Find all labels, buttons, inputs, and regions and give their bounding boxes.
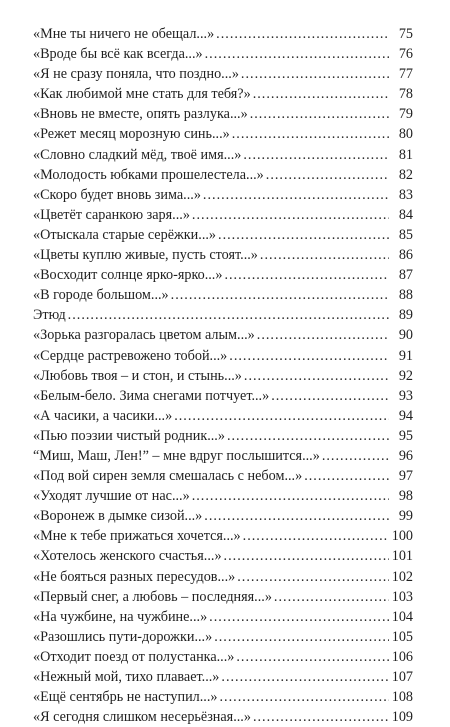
toc-entry-title: «Мне к тебе прижаться хочется...»	[33, 528, 241, 545]
toc-entry	[33, 426, 413, 446]
toc-entry-page-number: 85	[398, 226, 413, 243]
dot-leader	[243, 145, 389, 165]
toc-entry-page-number: 79	[398, 106, 413, 123]
toc-entry-page-number: 86	[398, 247, 413, 264]
toc-entry-title: «Я сегодня слишком несерьёзная...»	[33, 709, 251, 726]
toc-entry-page-number: 107	[391, 669, 413, 685]
toc-entry-page-number: 83	[398, 186, 413, 203]
toc-entry	[33, 386, 413, 406]
toc-entry-page-number: 75	[398, 26, 413, 42]
dot-leader	[220, 687, 390, 707]
toc-entry	[33, 546, 413, 566]
dot-leader	[227, 426, 389, 446]
toc-entry	[33, 486, 413, 506]
dot-leader	[243, 526, 389, 546]
dot-leader	[322, 446, 389, 466]
toc-entry-title: «Нежный мой, тихо плавает...»	[33, 669, 220, 685]
dot-leader	[250, 104, 389, 124]
dot-leader	[274, 587, 389, 607]
toc-entry	[33, 44, 413, 64]
dot-leader	[192, 486, 389, 506]
toc-entry-title: «Разошлись пути-дорожки...»	[33, 628, 213, 645]
toc-entry	[33, 366, 413, 386]
toc-entry-page-number: 90	[398, 327, 413, 344]
toc-entry-page-number: 106	[391, 648, 413, 665]
table-of-contents	[33, 24, 413, 727]
toc-entry-title: «Восходит солнце ярко-ярко...»	[33, 267, 223, 284]
toc-entry-title: «Цветёт саранкою заря...»	[33, 206, 190, 223]
toc-entry-title: «Цветы куплю живые, пусть стоят...»	[33, 247, 258, 264]
dot-leader	[241, 64, 389, 84]
dot-leader	[304, 466, 389, 486]
toc-entry-page-number: 103	[391, 588, 413, 605]
toc-entry-title: «Сердце растревожено тобой...»	[33, 347, 228, 364]
toc-entry	[33, 687, 413, 707]
toc-entry	[33, 607, 413, 627]
dot-leader	[171, 285, 389, 305]
dot-leader	[266, 165, 389, 185]
toc-entry	[33, 225, 413, 245]
dot-leader	[216, 24, 389, 44]
toc-entry	[33, 567, 413, 587]
toc-entry-title: «А часики, а часики...»	[33, 407, 173, 424]
dot-leader	[214, 627, 389, 647]
toc-entry-title: «Скоро будет вновь зима...»	[33, 186, 201, 203]
toc-entry-title: «Уходят лучшие от нас...»	[33, 488, 190, 505]
dot-leader	[204, 506, 389, 526]
dot-leader	[232, 124, 389, 144]
toc-entry	[33, 245, 413, 265]
toc-entry	[33, 446, 413, 466]
toc-entry-title: «В городе большом...»	[33, 287, 169, 304]
toc-entry	[33, 627, 413, 647]
toc-entry-page-number: 80	[398, 126, 413, 143]
toc-entry	[33, 406, 413, 426]
toc-entry	[33, 185, 413, 205]
toc-entry-title: «Отыскала старые серёжки...»	[33, 226, 217, 243]
toc-entry-title: «Под вой сирен земля смешалась с небом...»	[33, 468, 303, 485]
toc-entry-page-number: 77	[398, 66, 413, 83]
toc-entry-page-number: 100	[391, 528, 413, 545]
toc-entry	[33, 466, 413, 486]
toc-entry-page-number: 109	[391, 709, 413, 726]
toc-entry-title: «Молодость юбками прошелестела...»	[33, 166, 264, 183]
dot-leader	[218, 225, 389, 245]
toc-entry-title: «Пью поэзии чистый родник...»	[33, 427, 225, 444]
toc-entry	[33, 647, 413, 667]
toc-entry-title: «Мне ты ничего не обещал...»	[33, 26, 215, 42]
toc-entry-page-number: 94	[398, 407, 413, 424]
dot-leader	[221, 667, 389, 687]
toc-entry-title: «Как любимой мне стать для тебя?»	[33, 86, 251, 103]
toc-entry-title: «Отходит поезд от полустанка...»	[33, 648, 235, 665]
toc-entry-page-number: 101	[391, 548, 413, 565]
toc-entry	[33, 305, 413, 325]
toc-entry-title: “Миш, Маш, Лен!” – мне вдруг послышится...»	[33, 447, 320, 464]
toc-entry-title: «Первый снег, а любовь – последняя...»	[33, 588, 272, 605]
dot-leader	[257, 325, 389, 345]
toc-entry-title: «На чужбине, на чужбине...»	[33, 608, 208, 625]
toc-entry-title: «Воронеж в дымке сизой...»	[33, 508, 203, 525]
toc-entry-page-number: 108	[391, 689, 413, 706]
toc-entry	[33, 265, 413, 285]
toc-entry-title: «Любовь твоя – и стон, и стынь...»	[33, 367, 242, 384]
toc-entry-page-number: 78	[398, 86, 413, 103]
toc-list	[33, 24, 413, 727]
toc-entry-page-number: 87	[398, 267, 413, 284]
toc-entry-page-number: 104	[391, 608, 413, 625]
toc-entry-title: Этюд	[33, 307, 66, 324]
toc-entry	[33, 124, 413, 144]
toc-entry-title: «Вроде бы всё как всегда...»	[33, 46, 203, 63]
dot-leader	[229, 346, 389, 366]
toc-entry-page-number: 95	[398, 427, 413, 444]
toc-entry	[33, 84, 413, 104]
dot-leader	[224, 265, 389, 285]
dot-leader	[260, 245, 389, 265]
toc-entry-title: «Словно сладкий мёд, твоё имя...»	[33, 146, 242, 163]
toc-entry-page-number: 91	[398, 347, 413, 364]
toc-entry-page-number: 93	[398, 387, 413, 404]
toc-entry	[33, 506, 413, 526]
toc-entry-title: «Я не сразу поняла, что поздно...»	[33, 66, 239, 83]
dot-leader	[271, 386, 389, 406]
dot-leader	[174, 406, 389, 426]
toc-entry	[33, 64, 413, 84]
dot-leader	[205, 44, 389, 64]
toc-entry-title: «Белым-бело. Зима снегами потчует...»	[33, 387, 270, 404]
toc-entry-title: «Режет месяц морозную синь...»	[33, 126, 230, 143]
toc-entry-page-number: 76	[398, 46, 413, 63]
toc-entry-page-number: 81	[398, 146, 413, 163]
toc-entry	[33, 285, 413, 305]
toc-entry	[33, 346, 413, 366]
toc-entry	[33, 165, 413, 185]
toc-entry-page-number: 88	[398, 287, 413, 304]
toc-entry	[33, 205, 413, 225]
toc-entry-page-number: 105	[391, 628, 413, 645]
toc-entry-page-number: 102	[391, 568, 413, 585]
toc-entry-page-number: 96	[398, 447, 413, 464]
dot-leader	[253, 707, 389, 727]
toc-entry-title: «Ещё сентябрь не наступил...»	[33, 689, 218, 706]
dot-leader	[68, 305, 389, 325]
toc-entry-page-number: 84	[398, 206, 413, 223]
dot-leader	[237, 567, 389, 587]
toc-entry	[33, 707, 413, 727]
dot-leader	[192, 205, 389, 225]
toc-entry-title: «Вновь не вместе, опять разлука...»	[33, 106, 248, 123]
toc-entry	[33, 24, 413, 44]
toc-entry	[33, 587, 413, 607]
dot-leader	[224, 546, 389, 566]
toc-entry-page-number: 82	[398, 166, 413, 183]
toc-entry	[33, 104, 413, 124]
toc-entry	[33, 325, 413, 345]
toc-entry	[33, 667, 413, 687]
toc-entry-page-number: 92	[398, 367, 413, 384]
dot-leader	[236, 647, 389, 667]
toc-entry-page-number: 99	[398, 508, 413, 525]
dot-leader	[253, 84, 389, 104]
toc-entry-page-number: 97	[398, 468, 413, 485]
dot-leader	[203, 185, 389, 205]
dot-leader	[209, 607, 389, 627]
toc-entry-title: «Хотелось женского счастья...»	[33, 548, 222, 565]
dot-leader	[244, 366, 389, 386]
toc-entry-page-number: 98	[398, 488, 413, 505]
toc-entry	[33, 145, 413, 165]
toc-entry-page-number: 89	[398, 307, 413, 324]
toc-entry-title: «Не бояться разных пересудов...»	[33, 568, 236, 585]
toc-entry-title: «Зорька разгоралась цветом алым...»	[33, 327, 255, 344]
toc-entry	[33, 526, 413, 546]
